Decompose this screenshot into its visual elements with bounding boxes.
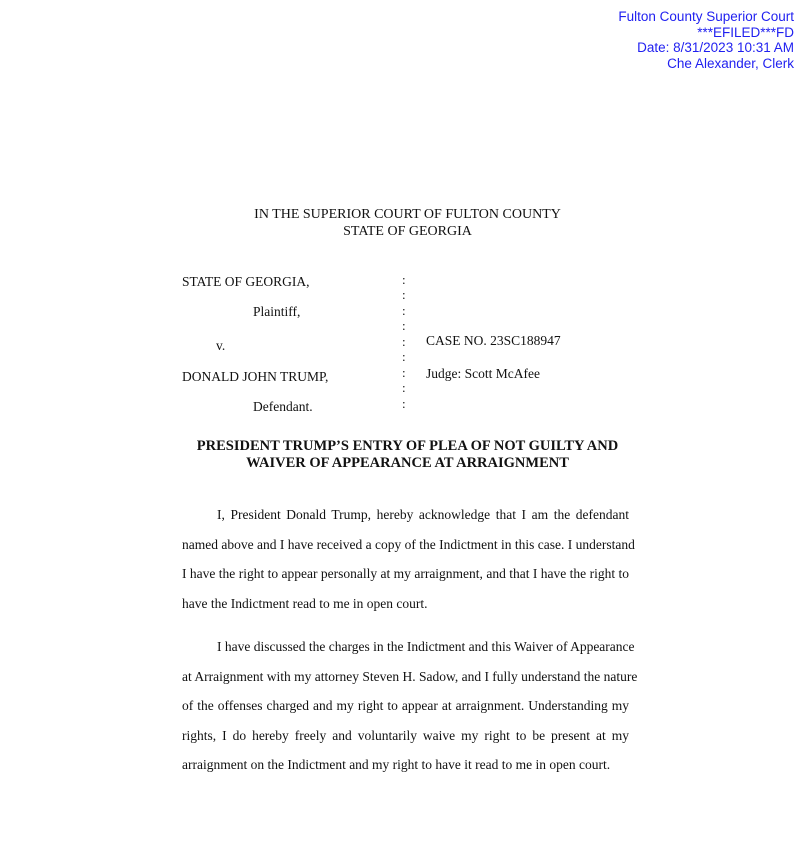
caption-colon: : [402,303,406,318]
paragraph-acknowledgement [182,500,635,618]
caption-colon: : [402,396,406,411]
stamp-date: Date: 8/31/2023 10:31 AM [637,40,794,55]
versus: v. [216,338,226,353]
paragraph-line: at Arraignment with my attorney Steven H. Sadow, and I fully understand the nature [182,668,638,684]
paragraph-waiver [182,632,638,780]
court-name: IN THE SUPERIOR COURT OF FULTON COUNTY [254,207,561,222]
court-state: STATE OF GEORGIA [343,224,472,239]
paragraph-line: I have the right to appear personally at my arraignment, and that I have the right to [182,566,629,581]
caption-colon: : [402,334,406,349]
title-line-1: PRESIDENT TRUMP’S ENTRY OF PLEA OF NOT GUILTY AND [196,438,619,454]
caption-colon: : [402,318,406,333]
paragraph-line: have the Indictment read to me in open court. [182,595,428,611]
paragraph-line: I have discussed the charges in the Indictment and this Waiver of Appearance [217,639,635,654]
paragraph-line: named above and I have received a copy of the Indictment in this case. I understand [182,536,635,552]
court-heading [0,206,805,240]
caption-colon: : [402,287,406,302]
caption-colon: : [402,349,406,364]
efiling-stamp [618,9,794,71]
caption-colon: : [402,365,406,380]
defendant-role: Defendant. [253,399,313,414]
document-title [0,438,805,472]
paragraph-line: arraignment on the Indictment and my right to have it read to me in open court. [182,757,611,772]
judge-name: Judge: Scott McAfee [426,366,540,381]
stamp-court: Fulton County Superior Court [618,9,794,24]
paragraph-line: I, President Donald Trump, hereby acknowledge that I am the defendant [217,507,629,522]
caption-colon: : [402,272,406,287]
title-line-2: WAIVER OF APPEARANCE AT ARRAIGNMENT [246,455,569,471]
defendant-name: DONALD JOHN TRUMP, [182,369,329,384]
plaintiff-role: Plaintiff, [253,304,301,319]
paragraph-line: of the offenses charged and my right to appear at arraignment. Understanding my [182,698,629,713]
stamp-status: ***EFILED***FD [697,24,794,40]
caption-colon: : [402,380,406,395]
plaintiff-name: STATE OF GEORGIA, [182,274,310,289]
stamp-clerk: Che Alexander, Clerk [667,55,794,71]
case-number: CASE NO. 23SC188947 [426,333,561,348]
paragraph-line: rights, I do hereby freely and voluntarily waive my right to be present at my [182,727,629,743]
